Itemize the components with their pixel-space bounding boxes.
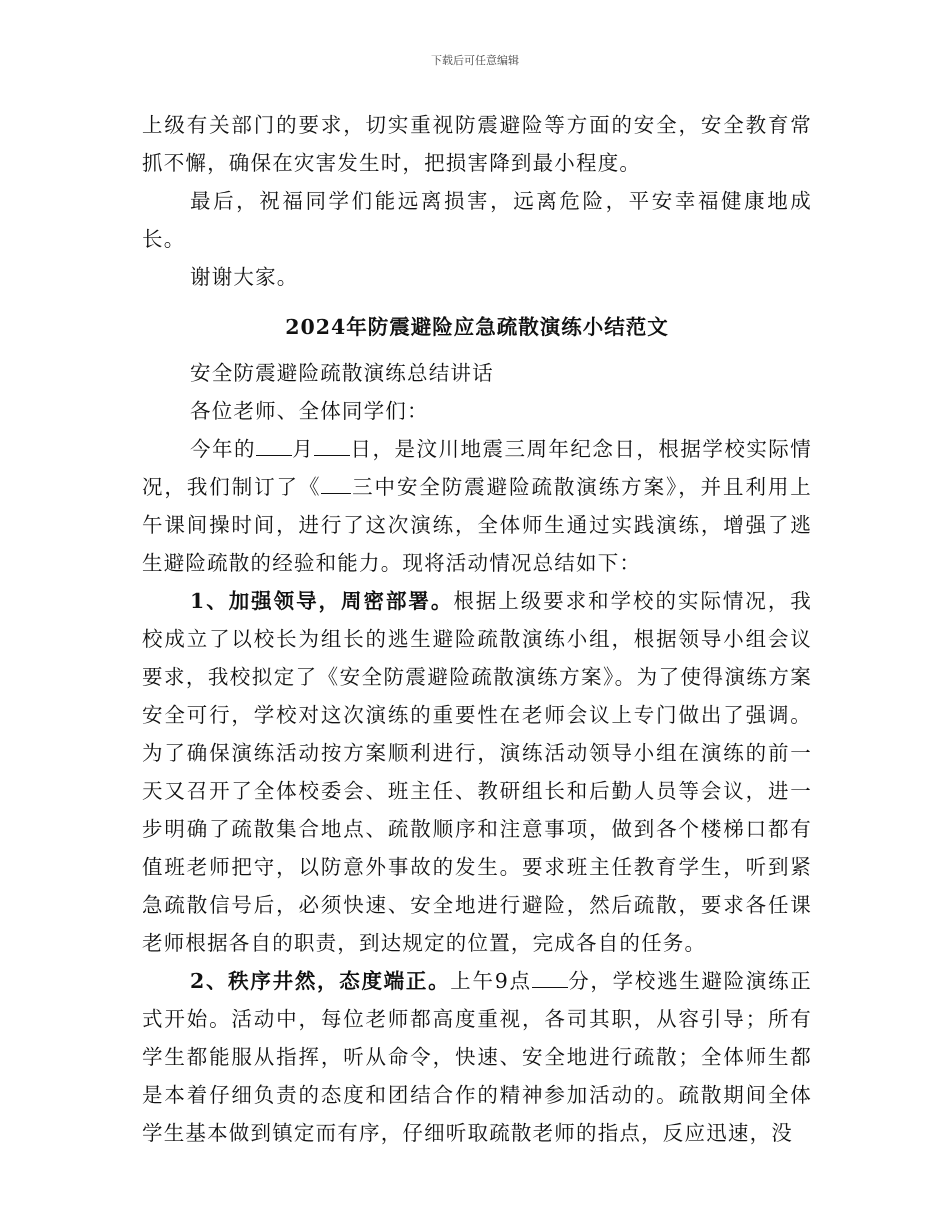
fill-blank — [256, 437, 292, 456]
intro-paragraph-1: 上级有关部门的要求，切实重视防震避险等方面的安全，安全教育常抓不懈，确保在灾害发生时，把损害降到最小程度。 — [142, 113, 812, 175]
section-title: 2024年防震避险应急疏散演练小结范文 — [285, 315, 669, 339]
text-segment: 分，学校逃生避险演练正式开始。活动中，每位老师都高度重视，各司其职，从容引导；所有学生都能服从指挥，听从命令，快速、安全地进行疏散；全体师生都是本着仔细负责的态度和团结合作的精神参加活动的。疏散期间全体学生基本做到镇定而有序，仔细听取疏散老师的指点，反应迅速，没 — [142, 969, 813, 1145]
text-segment: 上午9点 — [450, 969, 532, 993]
intro-paragraph-2: 最后，祝福同学们能远离损害，远离危险，平安幸福健康地成长。 — [142, 189, 812, 251]
text-segment: 三中安全防震避险疏散演练方案》，并且利用上午课间操时间，进行了这次演练，全体师生通过实践演练，增强了逃生避险疏散的经验和能力。现将活动情况总结如下： — [142, 475, 813, 575]
paragraph-heading: 2、秩序井然，态度端正。 — [190, 969, 451, 993]
paragraph-heading: 1、加强领导，周密部署。 — [190, 589, 454, 613]
text-segment: 月 — [291, 437, 315, 461]
text-segment: 今年的 — [190, 437, 256, 461]
fill-blank — [321, 475, 351, 494]
speech-subtitle: 安全防震避险疏散演练总结讲话 — [190, 361, 494, 385]
paragraph-order — [142, 962, 812, 1152]
document-body — [142, 106, 812, 1152]
speech-greeting: 各位老师、全体同学们： — [190, 399, 429, 423]
page-header: 下载后可任意编辑 — [431, 54, 519, 67]
paragraph-intro-summary — [142, 430, 812, 582]
paragraph-text: 根据上级要求和学校的实际情况，我校成立了以校长为组长的逃生避险疏散演练小组，根据领导小组会议要求，我校拟定了《安全防震避险疏散演练方案》。为了使得演练方案安全可行，学校对这次演练的重要性在老师会议上专门做出了强调。为了确保演练活动按方案顺利进行，演练活动领导小组在演练的前一天又召开了全体校委会、班主任、教研组长和后勤人员等会议，进一步明确了疏散集合地点、疏散顺序和注意事项，做到各个楼梯口都有值班老师把守，以防意外事故的发生。要求班主任教育学生，听到紧急疏散信号后，必须快速、安全地进行避险，然后疏散，要求各任课老师根据各自的职责，到达规定的位置，完成各自的任务。 — [142, 589, 813, 955]
intro-paragraph-3: 谢谢大家。 — [190, 265, 299, 289]
text-segment: 日，是汶川地震三周年纪念日，根据学校实际情况，我们制订了《 — [142, 437, 812, 499]
fill-blank — [532, 969, 568, 988]
fill-blank — [314, 437, 350, 456]
paragraph-leadership — [142, 582, 812, 962]
